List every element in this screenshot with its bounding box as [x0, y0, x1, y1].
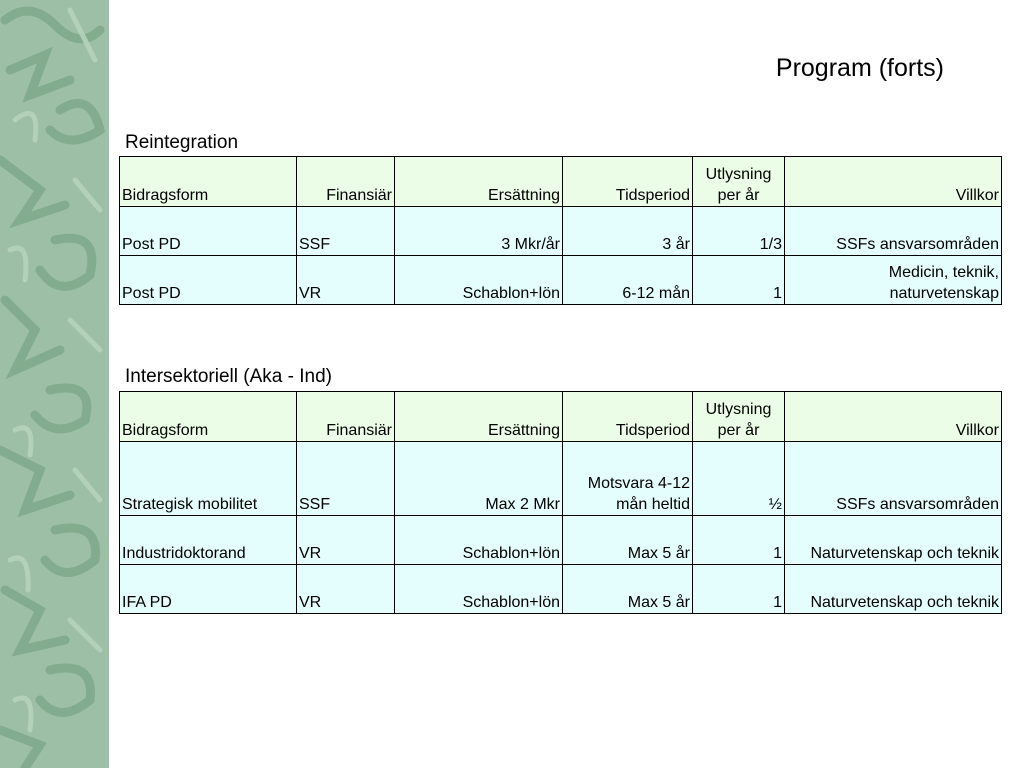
cell-villkor: Medicin, teknik, naturvetenskap — [785, 256, 1002, 305]
cell-ersattning: Schablon+lön — [395, 565, 563, 614]
slide-title: Program (forts) — [775, 54, 944, 82]
cell-utlysning: ½ — [693, 442, 785, 516]
section-label-intersektoriell: Intersektoriell (Aka - Ind) — [125, 366, 332, 387]
column-header: Bidragsform — [120, 392, 297, 442]
column-header: Utlysning per år — [693, 392, 785, 442]
cell-tidsperiod: Max 5 år — [563, 565, 693, 614]
table-row — [120, 256, 1002, 305]
intersektoriell-table — [119, 391, 1002, 614]
cell-tidsperiod: Motsvara 4-12 mån heltid — [563, 442, 693, 516]
cell-finansiar: SSF — [297, 207, 395, 256]
cell-tidsperiod: 6-12 mån — [563, 256, 693, 305]
cell-ersattning: Max 2 Mkr — [395, 442, 563, 516]
column-header: Ersättning — [395, 157, 563, 207]
cell-tidsperiod: Max 5 år — [563, 516, 693, 565]
column-header: Utlysning per år — [693, 157, 785, 207]
column-header: Finansiär — [297, 392, 395, 442]
column-header: Villkor — [785, 157, 1002, 207]
cell-utlysning: 1 — [693, 516, 785, 565]
cell-ersattning: 3 Mkr/år — [395, 207, 563, 256]
cell-ersattning: Schablon+lön — [395, 256, 563, 305]
table-row — [120, 207, 1002, 256]
table-header-row — [120, 157, 1002, 207]
cell-utlysning: 1/3 — [693, 207, 785, 256]
table-row — [120, 516, 1002, 565]
section-label-reintegration: Reintegration — [125, 132, 239, 153]
cell-finansiar: SSF — [297, 442, 395, 516]
cell-ersattning: Schablon+lön — [395, 516, 563, 565]
cell-finansiar: VR — [297, 256, 395, 305]
cell-villkor: SSFs ansvarsområden — [785, 207, 1002, 256]
table-header-row — [120, 392, 1002, 442]
column-header: Tidsperiod — [563, 392, 693, 442]
cell-bidragsform: Post PD — [120, 207, 297, 256]
cell-bidragsform: Industridoktorand — [120, 516, 297, 565]
cell-utlysning: 1 — [693, 565, 785, 614]
cell-utlysning: 1 — [693, 256, 785, 305]
column-header: Bidragsform — [120, 157, 297, 207]
cell-tidsperiod: 3 år — [563, 207, 693, 256]
cell-villkor: SSFs ansvarsområden — [785, 442, 1002, 516]
cell-bidragsform: Strategisk mobilitet — [120, 442, 297, 516]
decorative-sidebar — [0, 0, 109, 768]
cell-finansiar: VR — [297, 565, 395, 614]
column-header: Ersättning — [395, 392, 563, 442]
cell-bidragsform: Post PD — [120, 256, 297, 305]
column-header: Finansiär — [297, 157, 395, 207]
cell-finansiar: VR — [297, 516, 395, 565]
table-row — [120, 565, 1002, 614]
column-header: Villkor — [785, 392, 1002, 442]
table-row — [120, 442, 1002, 516]
reintegration-table — [119, 156, 1002, 305]
cell-villkor: Naturvetenskap och teknik — [785, 565, 1002, 614]
column-header: Tidsperiod — [563, 157, 693, 207]
cell-villkor: Naturvetenskap och teknik — [785, 516, 1002, 565]
calligraphy-pattern-icon — [0, 0, 109, 768]
cell-bidragsform: IFA PD — [120, 565, 297, 614]
